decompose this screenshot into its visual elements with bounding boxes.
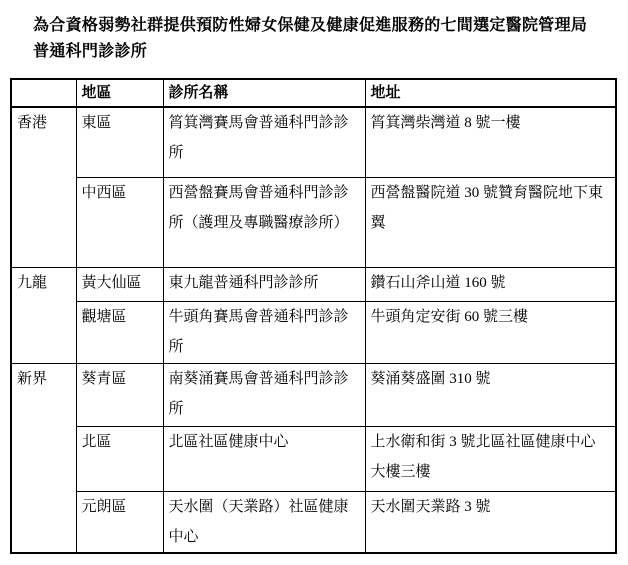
address-cell: 筲箕灣柴灣道 8 號一樓 <box>365 107 616 177</box>
district-cell: 觀塘區 <box>76 301 163 363</box>
district-cell: 葵青區 <box>76 363 163 426</box>
header-cell-address: 地址 <box>365 79 616 107</box>
document-page <box>0 13 628 565</box>
address-cell: 天水圍天業路 3 號 <box>365 491 616 553</box>
clinic-name-cell: 天水圍（天業路）社區健康中心 <box>163 491 365 553</box>
table-header-row <box>11 79 616 107</box>
address-cell: 牛頭角定安街 60 號三樓 <box>365 301 616 363</box>
district-cell: 黃大仙區 <box>76 267 163 301</box>
clinic-name-cell: 牛頭角賽馬會普通科門診診所 <box>163 301 365 363</box>
address-cell: 鑽石山斧山道 160 號 <box>365 267 616 301</box>
district-cell: 北區 <box>76 426 163 491</box>
region-cell: 新界 <box>11 363 76 553</box>
header-cell-district: 地區 <box>76 79 163 107</box>
table-row <box>11 177 616 267</box>
region-cell: 九龍 <box>11 267 76 363</box>
header-cell-region <box>11 79 76 107</box>
table-row <box>11 267 616 301</box>
clinic-name-cell: 南葵涌賽馬會普通科門診診所 <box>163 363 365 426</box>
clinic-name-cell: 西營盤賽馬會普通科門診診所（護理及專職醫療診所） <box>163 177 365 267</box>
district-cell: 東區 <box>76 107 163 177</box>
address-cell: 葵涌葵盛圍 310 號 <box>365 363 616 426</box>
table-row <box>11 107 616 177</box>
table-row <box>11 301 616 363</box>
table-row <box>11 426 616 491</box>
clinic-table <box>10 78 617 554</box>
table-row <box>11 491 616 553</box>
page-title-line-2: 普通科門診診所 <box>33 43 148 60</box>
clinic-name-cell: 北區社區健康中心 <box>163 426 365 491</box>
page-title <box>33 13 608 65</box>
clinic-name-cell: 東九龍普通科門診診所 <box>163 267 365 301</box>
header-cell-clinic-name: 診所名稱 <box>163 79 365 107</box>
address-cell: 西營盤醫院道 30 號贊育醫院地下東翼 <box>365 177 616 267</box>
district-cell: 元朗區 <box>76 491 163 553</box>
clinic-name-cell: 筲箕灣賽馬會普通科門診診所 <box>163 107 365 177</box>
table-row <box>11 363 616 426</box>
page-title-line-1: 為合資格弱勢社群提供預防性婦女保健及健康促進服務的七間選定醫院管理局 <box>33 17 588 34</box>
district-cell: 中西區 <box>76 177 163 267</box>
region-cell: 香港 <box>11 107 76 267</box>
address-cell: 上水衛和街 3 號北區社區健康中心大樓三樓 <box>365 426 616 491</box>
